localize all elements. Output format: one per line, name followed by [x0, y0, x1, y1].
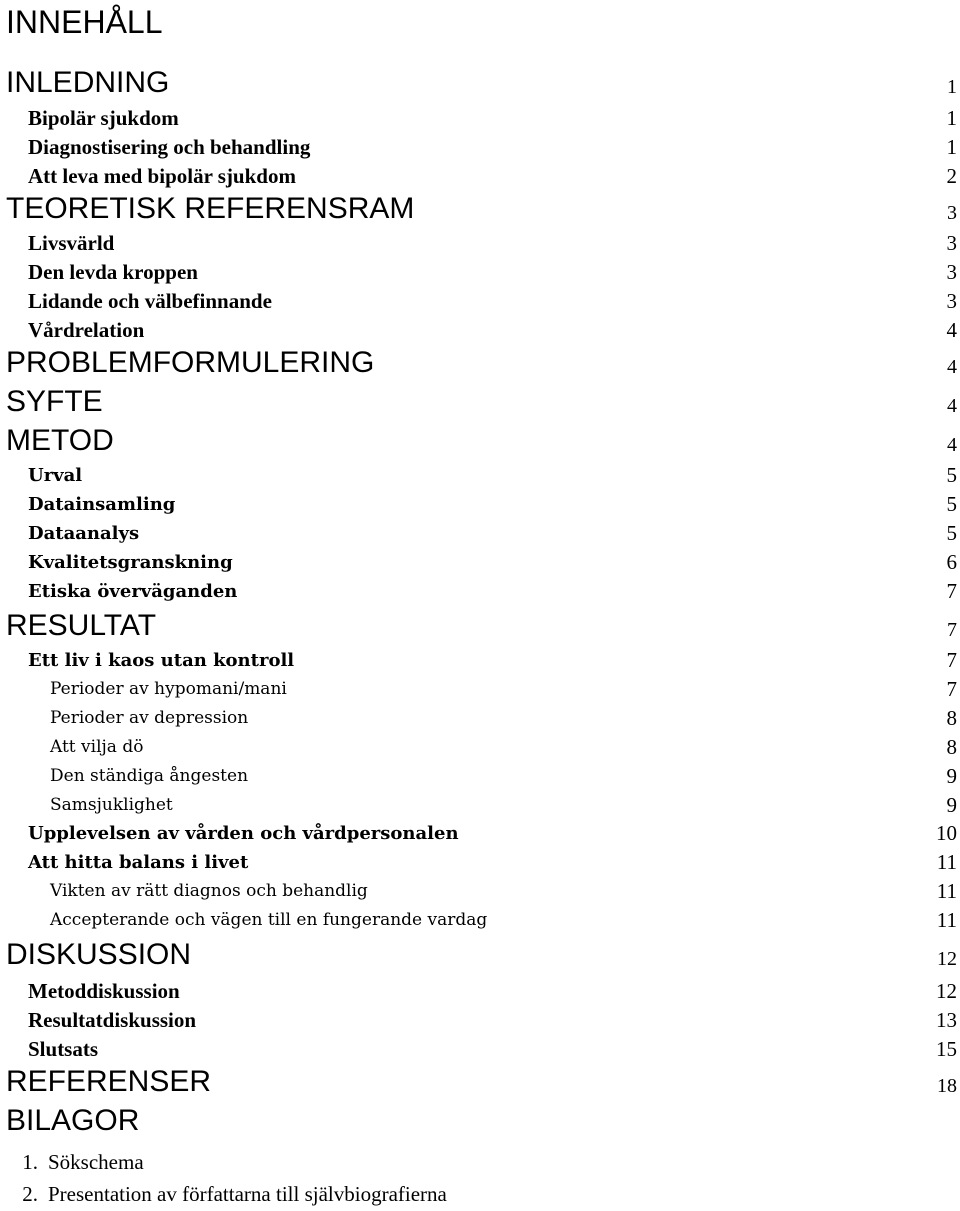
- toc-entry-page: 3: [946, 260, 957, 284]
- toc-entry-page: 7: [946, 579, 957, 603]
- toc-entry-text: Accepterande och vägen till en fungerande vardag: [50, 910, 488, 930]
- toc-entry-page: 8: [946, 706, 957, 730]
- toc-entry-page: 4: [947, 356, 957, 378]
- toc-entry-page: 7: [947, 619, 957, 641]
- toc-entry-page: 5: [946, 492, 957, 516]
- toc-entry-page: 13: [936, 1008, 957, 1032]
- toc-entry-text: Samsjuklighet: [50, 795, 173, 815]
- appendix-title: Sökschema: [48, 1150, 144, 1174]
- toc-entry-text: TEORETISK REFERENSRAM: [6, 192, 415, 225]
- toc-entry-page: 6: [946, 550, 957, 574]
- toc-entry-text: Diagnostisering och behandling: [28, 135, 311, 159]
- toc-entry-page: 4: [947, 395, 957, 417]
- appendix-number: 1.: [22, 1150, 38, 1174]
- toc-entry-text: DISKUSSION: [6, 938, 192, 971]
- toc-entry-text: METOD: [6, 424, 114, 457]
- toc-entry-page: 5: [946, 463, 957, 487]
- toc-entry-text: Att leva med bipolär sjukdom: [28, 164, 296, 188]
- toc-entry-page: 4: [947, 434, 957, 456]
- toc-entry-text: Lidande och välbefinnande: [28, 289, 272, 313]
- toc-entry-text: Kvalitetsgranskning: [28, 552, 233, 573]
- toc-entry-text: Upplevelsen av vården och vårdpersonalen: [28, 823, 459, 844]
- toc-entry-page: 12: [936, 979, 957, 1003]
- toc-entry-page: 5: [946, 521, 957, 545]
- toc-entry-page: 9: [946, 764, 957, 788]
- toc-entry-page: 18: [937, 1075, 957, 1097]
- toc-entry-text: PROBLEMFORMULERING: [6, 346, 375, 379]
- toc-entry-page: 11: [936, 908, 957, 932]
- toc-entry-page: 10: [936, 821, 957, 845]
- toc-entry-text: Att vilja dö: [50, 737, 144, 757]
- toc-entry-page: 3: [947, 202, 957, 224]
- appendix-title: Presentation av författarna till självbiografierna: [48, 1182, 447, 1206]
- toc-entry-text: Metoddiskussion: [28, 979, 180, 1003]
- toc-entry-text: Perioder av hypomani/mani: [50, 679, 287, 699]
- appendix-item: [0, 1150, 144, 1175]
- toc-entry-text: Den levda kroppen: [28, 260, 198, 284]
- toc-entry-page: 15: [936, 1037, 957, 1061]
- toc-entry-text: Slutsats: [28, 1037, 99, 1061]
- toc-entry-text: RESULTAT: [6, 609, 157, 642]
- toc-entry-text: Vikten av rätt diagnos och behandlig: [50, 881, 368, 901]
- toc-entry-page: 9: [946, 793, 957, 817]
- toc-entry-page: 1: [947, 76, 957, 98]
- toc-entry-text: Datainsamling: [28, 494, 176, 515]
- toc-entry-text: BILAGOR: [6, 1104, 140, 1137]
- appendix-item: [0, 1182, 447, 1207]
- toc-entry-page: 1: [946, 106, 957, 130]
- toc-entry-page: 4: [946, 318, 957, 342]
- toc-entry-text: Perioder av depression: [50, 708, 249, 728]
- toc-entry-text: Etiska överväganden: [28, 581, 238, 602]
- toc-entry-page: 8: [946, 735, 957, 759]
- toc-entry-page: 11: [936, 879, 957, 903]
- toc-entry-text: Vårdrelation: [28, 318, 145, 342]
- toc-entry-page: 3: [946, 289, 957, 313]
- toc-entry-page: 7: [946, 648, 957, 672]
- toc-entry-page: 3: [946, 231, 957, 255]
- toc-entry-page: 7: [946, 677, 957, 701]
- toc-entry-text: Att hitta balans i livet: [28, 852, 249, 873]
- toc-title: INNEHÅLL: [6, 4, 163, 40]
- toc-entry-page: 11: [936, 850, 957, 874]
- toc-entry-text: REFERENSER: [6, 1065, 212, 1098]
- toc-entry-page: 12: [937, 948, 957, 970]
- toc-entry-text: Urval: [28, 465, 83, 486]
- toc-entry-text: Dataanalys: [28, 523, 140, 544]
- toc-entry-page: 2: [946, 164, 957, 188]
- toc-entry-text: INLEDNING: [6, 66, 170, 99]
- toc-entry-page: 1: [946, 135, 957, 159]
- toc-entry-text: Den ständiga ångesten: [50, 766, 249, 786]
- toc-entry-text: SYFTE: [6, 385, 103, 418]
- toc-entry-text: Resultatdiskussion: [28, 1008, 197, 1032]
- toc-entry-text: Ett liv i kaos utan kontroll: [28, 650, 295, 671]
- appendix-number: 2.: [22, 1182, 38, 1206]
- toc-entry-text: Bipolär sjukdom: [28, 106, 179, 130]
- toc-entry-text: Livsvärld: [28, 231, 115, 255]
